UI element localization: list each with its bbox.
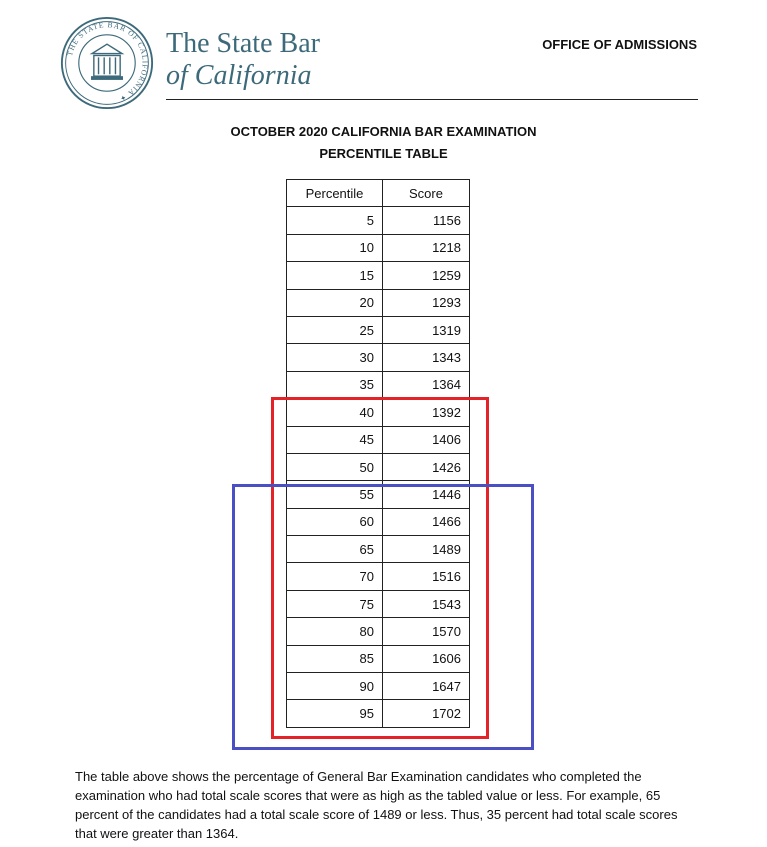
table-row — [287, 262, 470, 289]
percentile-cell: 45 — [287, 426, 383, 453]
footnote-paragraph: The table above shows the percentage of General Bar Examination candidates who completed the examination who had total scale scores that were as high as the tabled value or less. For example, 65 percent of the candidates had a total scale score of 1489 or less. Thus, 35 percent had total scale scores that were greater than 1364. — [75, 769, 678, 841]
table-row — [287, 207, 470, 234]
highlight-box-blue — [232, 484, 534, 750]
column-header-score: Score — [383, 180, 470, 207]
table-header-row — [287, 180, 470, 207]
percentile-cell: 5 — [287, 207, 383, 234]
score-cell: 1702 — [383, 700, 470, 727]
table-row — [287, 344, 470, 371]
score-cell: 1647 — [383, 673, 470, 700]
percentile-cell: 40 — [287, 399, 383, 426]
percentile-cell: 80 — [287, 618, 383, 645]
score-cell: 1570 — [383, 618, 470, 645]
table-row — [287, 234, 470, 261]
org-name — [166, 28, 320, 92]
table-row — [287, 289, 470, 316]
percentile-cell: 50 — [287, 453, 383, 480]
org-name-line2: of California — [166, 60, 312, 91]
office-label: OFFICE OF ADMISSIONS — [542, 37, 697, 52]
score-cell: 1392 — [383, 399, 470, 426]
percentile-cell: 85 — [287, 645, 383, 672]
percentile-cell: 75 — [287, 590, 383, 617]
percentile-cell: 35 — [287, 371, 383, 398]
percentile-cell: 25 — [287, 316, 383, 343]
score-cell: 1543 — [383, 590, 470, 617]
score-cell: 1319 — [383, 316, 470, 343]
org-name-line1: The State Bar — [166, 28, 320, 59]
score-cell: 1343 — [383, 344, 470, 371]
score-cell: 1364 — [383, 371, 470, 398]
score-cell: 1516 — [383, 563, 470, 590]
table-row — [287, 371, 470, 398]
percentile-cell: 95 — [287, 700, 383, 727]
document-title — [0, 121, 767, 165]
percentile-cell: 60 — [287, 508, 383, 535]
score-cell: 1446 — [383, 481, 470, 508]
score-cell: 1259 — [383, 262, 470, 289]
percentile-cell: 10 — [287, 234, 383, 261]
document-title-line2: PERCENTILE TABLE — [319, 146, 448, 161]
score-cell: 1606 — [383, 645, 470, 672]
percentile-cell: 65 — [287, 536, 383, 563]
state-bar-seal-logo — [60, 16, 154, 110]
table-row — [287, 316, 470, 343]
score-cell: 1156 — [383, 207, 470, 234]
score-cell: 1466 — [383, 508, 470, 535]
percentile-cell: 20 — [287, 289, 383, 316]
score-cell: 1406 — [383, 426, 470, 453]
svg-text:THE STATE BAR OF CALIFORNIA ✦: THE STATE BAR OF CALIFORNIA ✦ — [65, 20, 150, 104]
score-cell: 1489 — [383, 536, 470, 563]
percentile-cell: 55 — [287, 481, 383, 508]
score-cell: 1293 — [383, 289, 470, 316]
score-cell: 1426 — [383, 453, 470, 480]
percentile-cell: 15 — [287, 262, 383, 289]
percentile-cell: 70 — [287, 563, 383, 590]
percentile-cell: 30 — [287, 344, 383, 371]
score-cell: 1218 — [383, 234, 470, 261]
document-title-line1: OCTOBER 2020 CALIFORNIA BAR EXAMINATION — [230, 124, 537, 139]
percentile-cell: 90 — [287, 673, 383, 700]
column-header-percentile: Percentile — [287, 180, 383, 207]
header-divider — [166, 99, 698, 100]
